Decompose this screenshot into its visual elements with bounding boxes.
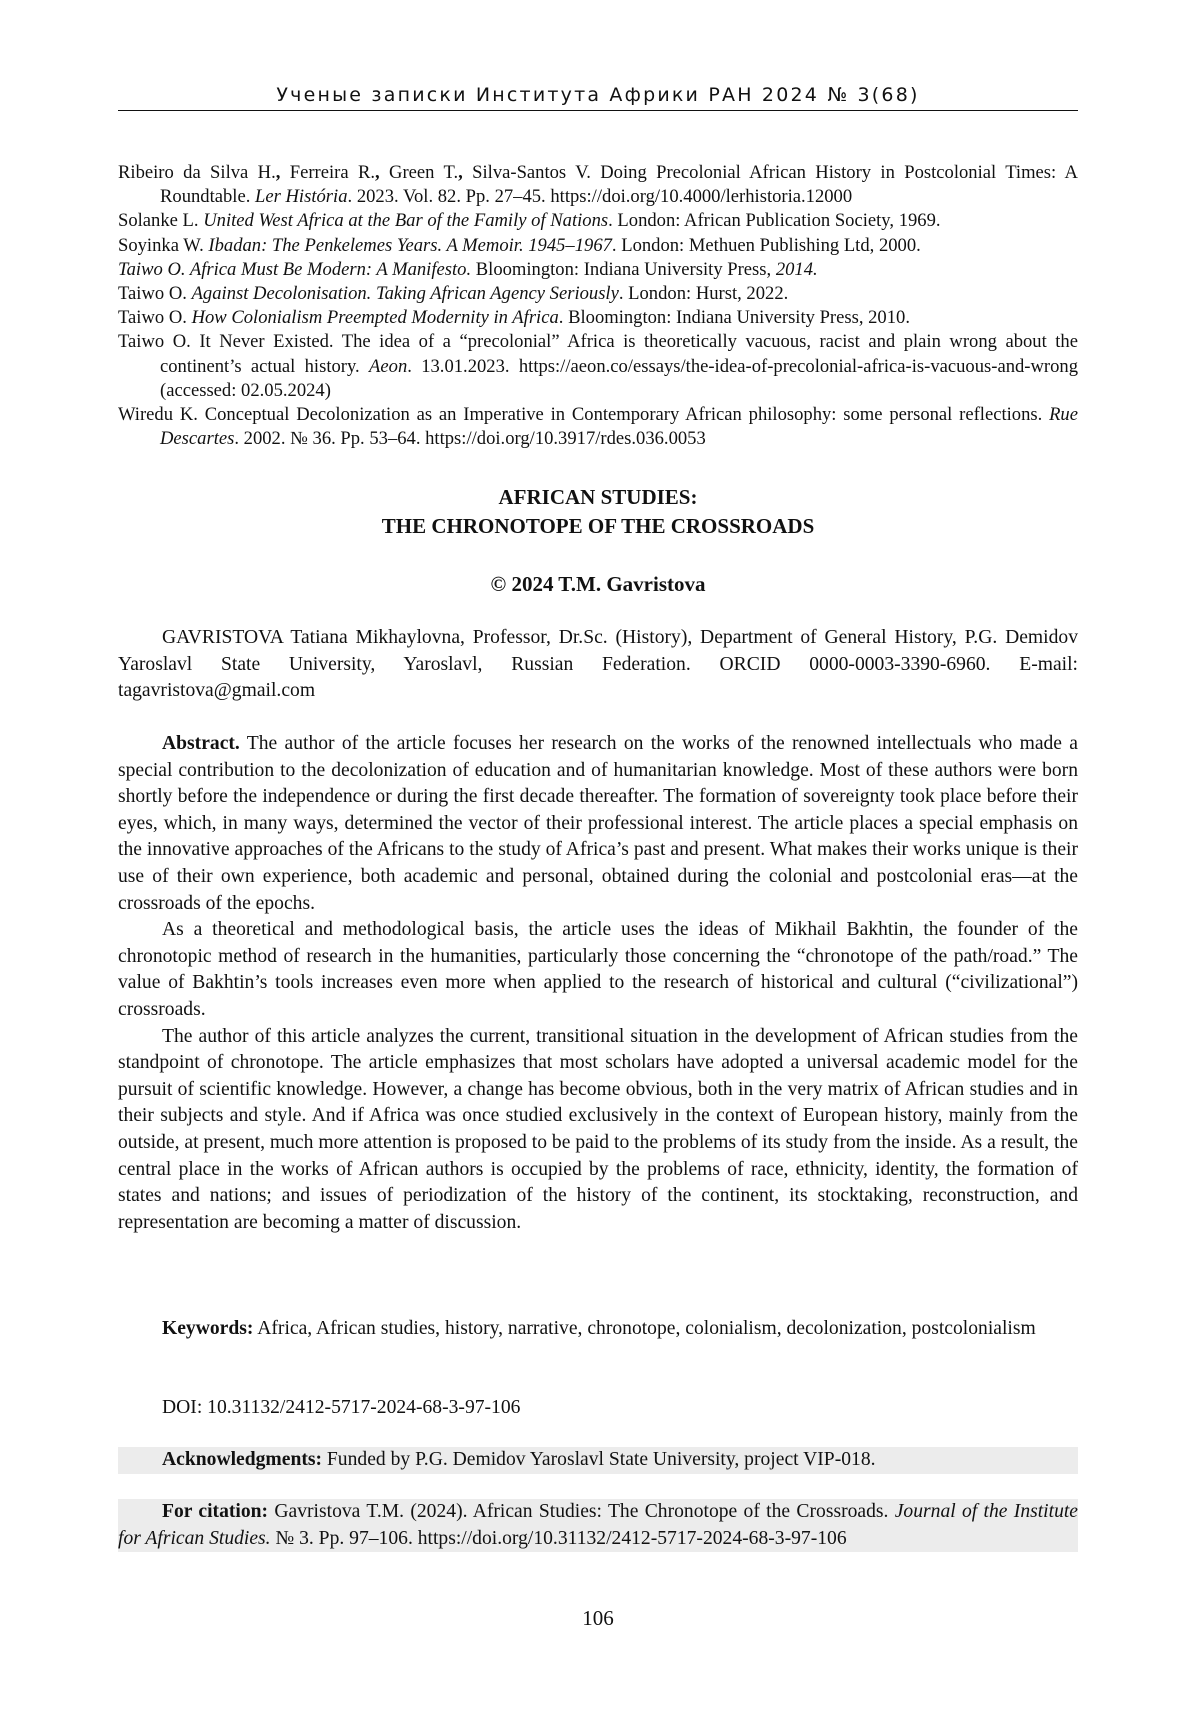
abstract-paragraph-3: The author of this article analyzes the current, transitional situation in the development of African studies from the standpoint of chronotope. The article emphasizes that most scholars have adopted a universal academic model for the pursuit of scientific knowledge. However, a change has become obvious, both in the very matrix of African studies and in their subjects and style. And if Africa was once studied exclusively in the context of European history, mainly from the outside, at present, much more attention is proposed to be paid to the problems of its study from the inside. As a result, the central place in the works of African authors is occupied by the problems of race, ethnicity, identity, the formation of states and nations; and issues of periodization of the history of the continent, its stocktaking, reconstruction, and representation are becoming a matter of discussion. [118, 1025, 1078, 1233]
abstract [118, 731, 1078, 1236]
reference-fragment: Rue Descartes [160, 404, 1078, 450]
reference-item [118, 258, 1078, 282]
doi [118, 1395, 1078, 1422]
running-head: Ученые записки Института Африки РАН 2024 № 3(68) [276, 84, 920, 106]
citation-label: For citation: [162, 1501, 269, 1522]
keywords [118, 1316, 1078, 1343]
copyright-author: © 2024 T.M. Gavristova [490, 572, 706, 596]
reference-fragment: . London: Hurst, 2022. [618, 283, 789, 305]
keywords-text: Africa, African studies, history, narrative, chronotope, colonialism, decolonization, postcolonialism [253, 1318, 1036, 1339]
reference-fragment: . London: Methuen Publishing Ltd, 2000. [611, 234, 921, 256]
citation-text-2: № 3. Pp. 97–106. https://doi.org/10.31132/2412-5717-2024-68-3-97-106 [270, 1527, 847, 1549]
header-rule [118, 110, 1078, 111]
reference-fragment: Ribeiro da Silva H. [118, 162, 276, 183]
reference-fragment: United West Africa at the Bar of the Family of Nations [203, 210, 609, 232]
reference-fragment: Aeon [369, 355, 408, 377]
reference-list [118, 161, 1078, 451]
reference-item [118, 282, 1078, 306]
author-info-text: GAVRISTOVA Tatiana Mikhaylovna, Professor, Dr.Sc. (History), Department of General History, P.G. Demidov Yaroslavl State University, Yaroslavl, Russian Federation. ORCID 0000-0003-3390-6960. E-mail: tagavristova@gmail.com [118, 627, 1078, 702]
reference-fragment: . 2023. Vol. 82. Pp. 27–45. https://doi.org/10.4000/lerhistoria.12000 [347, 186, 853, 208]
reference-fragment: Green T. [379, 162, 459, 183]
reference-fragment: 2014. [775, 258, 818, 280]
reference-item [118, 209, 1078, 233]
citation-paragraph [118, 1499, 1078, 1552]
reference-fragment: How Colonialism Preempted Modernity in Africa [191, 307, 559, 329]
citation-text-1: Gavristova T.M. (2024). African Studies: The Chronotope of the Crossroads. [268, 1501, 895, 1522]
citation-journal: Journal of the Institute for African Studies. [118, 1501, 1079, 1549]
reference-fragment: , [458, 162, 463, 183]
reference-fragment: Ibadan: The Penkelemes Years. A Memoir. 1945–1967 [208, 234, 612, 256]
reference-fragment: . 13.01.2023. https://aeon.co/essays/the-idea-of-precolonial-africa-is-vacuous-and-wrong (accessed: 02.05.2024) [160, 355, 1078, 401]
page-number: 106 [582, 1606, 614, 1630]
reference-item [118, 161, 1078, 209]
citation [118, 1499, 1078, 1552]
abstract-paragraph-1 [118, 731, 1078, 917]
reference-fragment: Against Decolonisation. Taking African Agency Seriously [191, 283, 619, 305]
reference-fragment: Ferreira R. [280, 162, 376, 183]
reference-item [118, 234, 1078, 258]
reference-fragment: Soyinka W. [118, 234, 209, 256]
reference-fragment: Taiwo O. It Never Existed. The idea of a “precolonial” Africa is theoretically vacuous, racist and plain wrong about the continent’s actual history. [118, 331, 1078, 377]
author-info [118, 625, 1078, 705]
article-title [118, 483, 1078, 541]
reference-fragment: Wiredu K. Conceptual Decolonization as an Imperative in Contemporary African philosophy: some personal reflections. [118, 404, 1050, 426]
reference-fragment: Taiwo O. Africa Must Be Modern: A Manifesto. [118, 258, 472, 280]
acknowledgments-label: Acknowledgments: [162, 1449, 323, 1470]
reference-item [118, 330, 1078, 403]
reference-fragment: . London: African Publication Society, 1969. [608, 210, 941, 232]
reference-fragment: Taiwo O. [118, 307, 192, 329]
reference-item [118, 306, 1078, 330]
abstract-text-1: The author of the article focuses her research on the works of the renowned intellectuals who made a special contribution to the decolonization of education and of humanitarian knowledge. Most of these authors were born shortly before the independence or during the first decade thereafter. The formation of sovereignty took place before their eyes, which, in many ways, determined the vector of their professional interest. The article places a special emphasis on the innovative approaches of the Africans to the study of Africa’s past and present. What makes their works unique is their use of their own experience, both academic and personal, obtained during the colonial and postcolonial eras—at the crossroads of the epochs. [118, 733, 1078, 914]
title-line-1: AFRICAN STUDIES: [498, 485, 698, 509]
reference-item [118, 403, 1078, 451]
keywords-label: Keywords: [162, 1318, 254, 1339]
reference-fragment: Solanke L. [118, 210, 204, 232]
reference-fragment: Ler História [255, 186, 348, 208]
keywords-paragraph [118, 1316, 1078, 1343]
reference-fragment: . Bloomington: Indiana University Press, 2010. [558, 307, 910, 329]
acknowledgments-text: Funded by P.G. Demidov Yaroslavl State University, project VIP-018. [322, 1449, 876, 1470]
reference-fragment: Bloomington: Indiana University Press, [471, 258, 776, 280]
reference-fragment: , [375, 162, 380, 183]
reference-fragment: . 2002. № 36. Pp. 53–64. https://doi.org/10.3917/rdes.036.0053 [234, 428, 706, 450]
doi-text: DOI: 10.31132/2412-5717-2024-68-3-97-106 [162, 1397, 521, 1418]
reference-fragment: Taiwo O. [118, 283, 192, 305]
reference-fragment: Silva-Santos V. Doing Precolonial African History in Postcolonial Times: A Roundtable. [160, 162, 1078, 208]
reference-fragment: , [275, 162, 281, 183]
title-line-2: THE CHRONOTOPE OF THE CROSSROADS [381, 514, 815, 538]
journal-page [118, 0, 1078, 1722]
acknowledgments-paragraph [118, 1447, 1078, 1474]
abstract-paragraph-2: As a theoretical and methodological basis, the article uses the ideas of Mikhail Bakhtin, the founder of the chronotopic method of research in the humanities, particularly those concerning the “chronotope of the path/road.” The value of Bakhtin’s tools increases even more when applied to the research of historical and cultural (“civilizational”) crossroads. [118, 919, 1078, 1020]
abstract-label: Abstract. [162, 733, 240, 754]
acknowledgments [118, 1447, 1078, 1474]
